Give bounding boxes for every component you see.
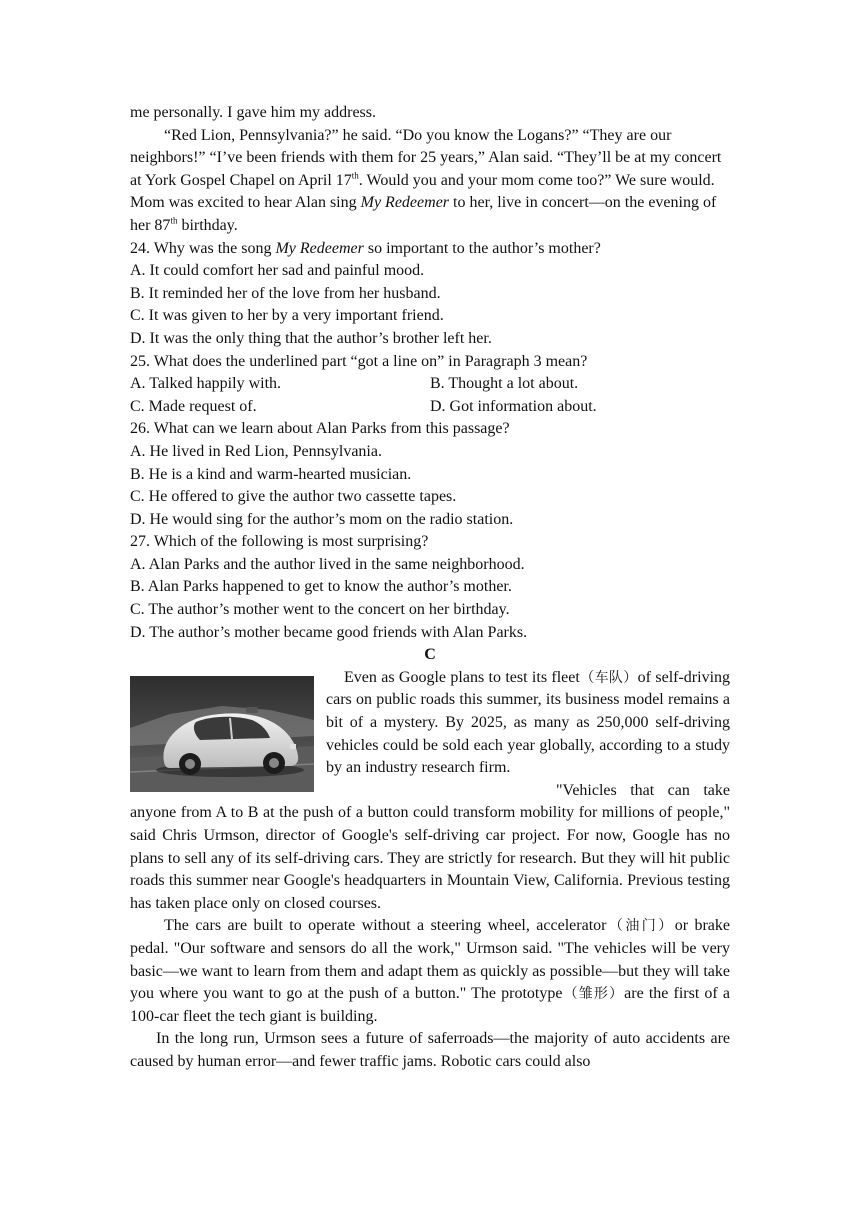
question-stem [130,238,730,261]
question-24 [130,238,730,351]
question-26 [130,418,730,531]
section-c-paragraph-3 [130,915,730,1028]
question-stem: 25. What does the underlined part “got a line on” in Paragraph 3 mean? [130,352,588,370]
option-d: D. It was the only thing that the author’s brother left her. [130,329,492,347]
text-run: 24. Why was the song [130,239,276,257]
text-run: The cars are built to operate without a steering wheel, accelerator [164,917,607,935]
option-c: C. Made request of. [130,397,257,415]
option-b: B. Thought a lot about. [430,375,579,393]
text-run: “Red Lion, Pennsylvania?” he said. “Do you know the Logans?” “They are our neighbors!” “I’ve been friends with them for 25 years,” Alan said. “They’ll be at my concert at York Gospel Chapel on April 17 [130,126,722,189]
option-b: B. Alan Parks happened to get to know the author’s mother. [130,578,512,596]
section-heading: C [424,646,436,664]
text-run: "Vehicles that can take anyone from A to B at the push of a button could transform mobility for millions of people," said Chris Urmson, director of Google's self-driving car project. For now, Google has no plans to sell any of its self-driving cars. They are strictly for research. But they will hit public roads this summer near Google's headquarters in Mountain View, California. Previous testing has taken place only on closed courses. [130,781,730,912]
text-run: . Would you and your mom come too?” We sure would. Mom was excited to hear Alan sing [130,171,715,212]
text-run: are the first of a 100-car fleet the tech giant is building. [130,985,730,1025]
superscript: th [170,215,178,226]
option-row [130,396,730,419]
text-run: so important to the author’s mother? [363,239,601,257]
option-c: C. He offered to give the author two cassette tapes. [130,488,457,506]
option-d: D. He would sing for the author’s mom on the radio station. [130,510,514,528]
option-a: A. Alan Parks and the author lived in the same neighborhood. [130,555,525,573]
section-c-paragraph-2 [130,780,730,916]
car-photo-container [130,676,326,792]
section-c-paragraph-4 [130,1028,730,1073]
self-driving-car-photo [130,676,314,792]
section-c [130,644,730,1073]
option-d: D. The author’s mother became good friends with Alan Parks. [130,623,528,641]
chinese-gloss: （雏形） [562,986,625,1003]
option-a: A. Talked happily with. [130,375,282,393]
question-27 [130,531,730,644]
superscript: th [351,170,359,181]
chinese-gloss: （车队） [579,669,638,686]
text-run: or brake pedal. "Our software and sensors do all the work," Urmson said. "The vehicles will be very basic—we want to learn from them and adapt them as quickly as possible—but they will take you where you want to go at the push of a button." The prototype [130,917,731,1003]
story-line: me personally. I gave him my address. [130,104,377,121]
option-row [130,373,730,396]
question-stem: 26. What can we learn about Alan Parks from this passage? [130,420,510,438]
document-page [130,102,730,1074]
option-c: C. It was given to her by a very important friend. [130,307,444,325]
option-c: C. The author’s mother went to the concert on her birthday. [130,601,510,619]
song-title: My Redeemer [275,239,364,257]
text-run: of self-driving cars on public roads this summer, its business model remains a bit of a mystery. By 2025, as many as 250,000 self-driving vehicles could be sold each year globally, according to a study by an industry research firm. [326,668,731,777]
option-d: D. Got information about. [430,397,597,415]
option-b: B. He is a kind and warm-hearted musician. [130,465,412,483]
text-run: birthday. [177,216,238,234]
text-run: In the long run, Urmson sees a future of saferroads—the majority of auto accidents are caused by human error—and fewer traffic jams. Robotic cars could also [130,1030,730,1070]
text-run: Even as Google plans to test its fleet [344,668,580,686]
chinese-gloss: （油门） [606,918,675,935]
song-title: My Redeemer [360,194,450,212]
question-stem: 27. Which of the following is most surprising? [130,533,429,551]
question-25 [130,351,730,419]
text-run: to her, live in concert—on the evening of her 87 [130,194,717,234]
option-a: A. He lived in Red Lion, Pennsylvania. [130,442,382,460]
story-paragraph [130,125,730,238]
option-b: B. It reminded her of the love from her husband. [130,284,441,302]
option-a: A. It could comfort her sad and painful mood. [130,262,425,280]
